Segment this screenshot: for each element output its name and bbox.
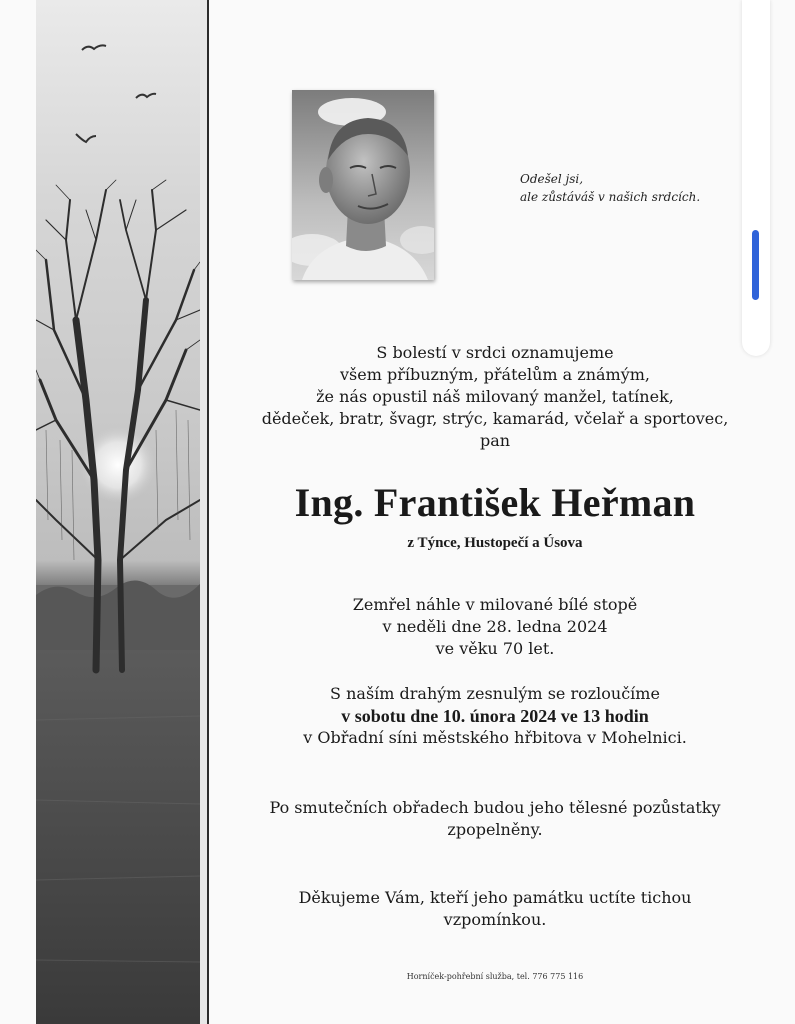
deceased-name: Ing. František Heřman <box>294 480 696 525</box>
ceremony-line: zpopelněny. <box>447 820 543 839</box>
portrait-photo <box>292 90 434 280</box>
deceased-origin: z Týnce, Hustopečí a Úsova <box>407 535 583 551</box>
farewell-place: v Obřadní síni městského hřbitova v Mohelnici. <box>303 728 687 747</box>
thanks-block <box>230 887 760 931</box>
birds <box>76 45 156 142</box>
tree-photo-strip <box>36 0 200 1024</box>
tree-illustration <box>36 0 200 1024</box>
death-line: Zemřel náhle v milované bílé stopě <box>352 595 638 614</box>
ceremony-block <box>230 797 760 841</box>
ceremony-line: Po smutečních obřadech budou jeho tělesné pozůstatky <box>269 798 721 817</box>
death-block <box>230 594 760 660</box>
bird-icon <box>136 94 156 98</box>
thanks-line: Děkujeme Vám, kteří jeho památku uctíte tichou <box>298 888 692 907</box>
motto <box>520 170 740 206</box>
farewell-date: v sobotu dne 10. února 2024 ve 13 hodin <box>341 706 649 726</box>
bird-icon <box>76 134 96 142</box>
announcement-line: pan <box>479 431 511 450</box>
farewell-line: S naším drahým zesnulým se rozloučíme <box>330 684 660 703</box>
death-line: ve věku 70 let. <box>435 639 555 658</box>
farewell-block <box>230 683 760 749</box>
portrait-illustration <box>292 90 434 280</box>
scrollbar-track[interactable] <box>742 0 770 356</box>
announcement-line: dědeček, bratr, švagr, strýc, kamarád, včelař a sportovec, <box>261 409 729 428</box>
announcement-block <box>230 342 760 452</box>
bird-icon <box>82 45 106 50</box>
announcement-line: S bolestí v srdci oznamujeme <box>376 343 614 362</box>
funeral-service-footer: Horníček-pohřební služba, tel. 776 775 116 <box>406 972 584 981</box>
announcement-line: všem příbuzným, přátelům a známým, <box>339 365 651 384</box>
thanks-line: vzpomínkou. <box>443 910 547 929</box>
motto-line: ale zůstáváš v našich srdcích. <box>520 190 701 204</box>
death-line: v neděli dne 28. ledna 2024 <box>382 617 608 636</box>
vertical-divider <box>207 0 209 1024</box>
motto-line: Odešel jsi, <box>520 172 584 186</box>
announcement-line: že nás opustil náš milovaný manžel, tatínek, <box>316 387 674 406</box>
scrollbar-thumb[interactable] <box>752 230 759 300</box>
